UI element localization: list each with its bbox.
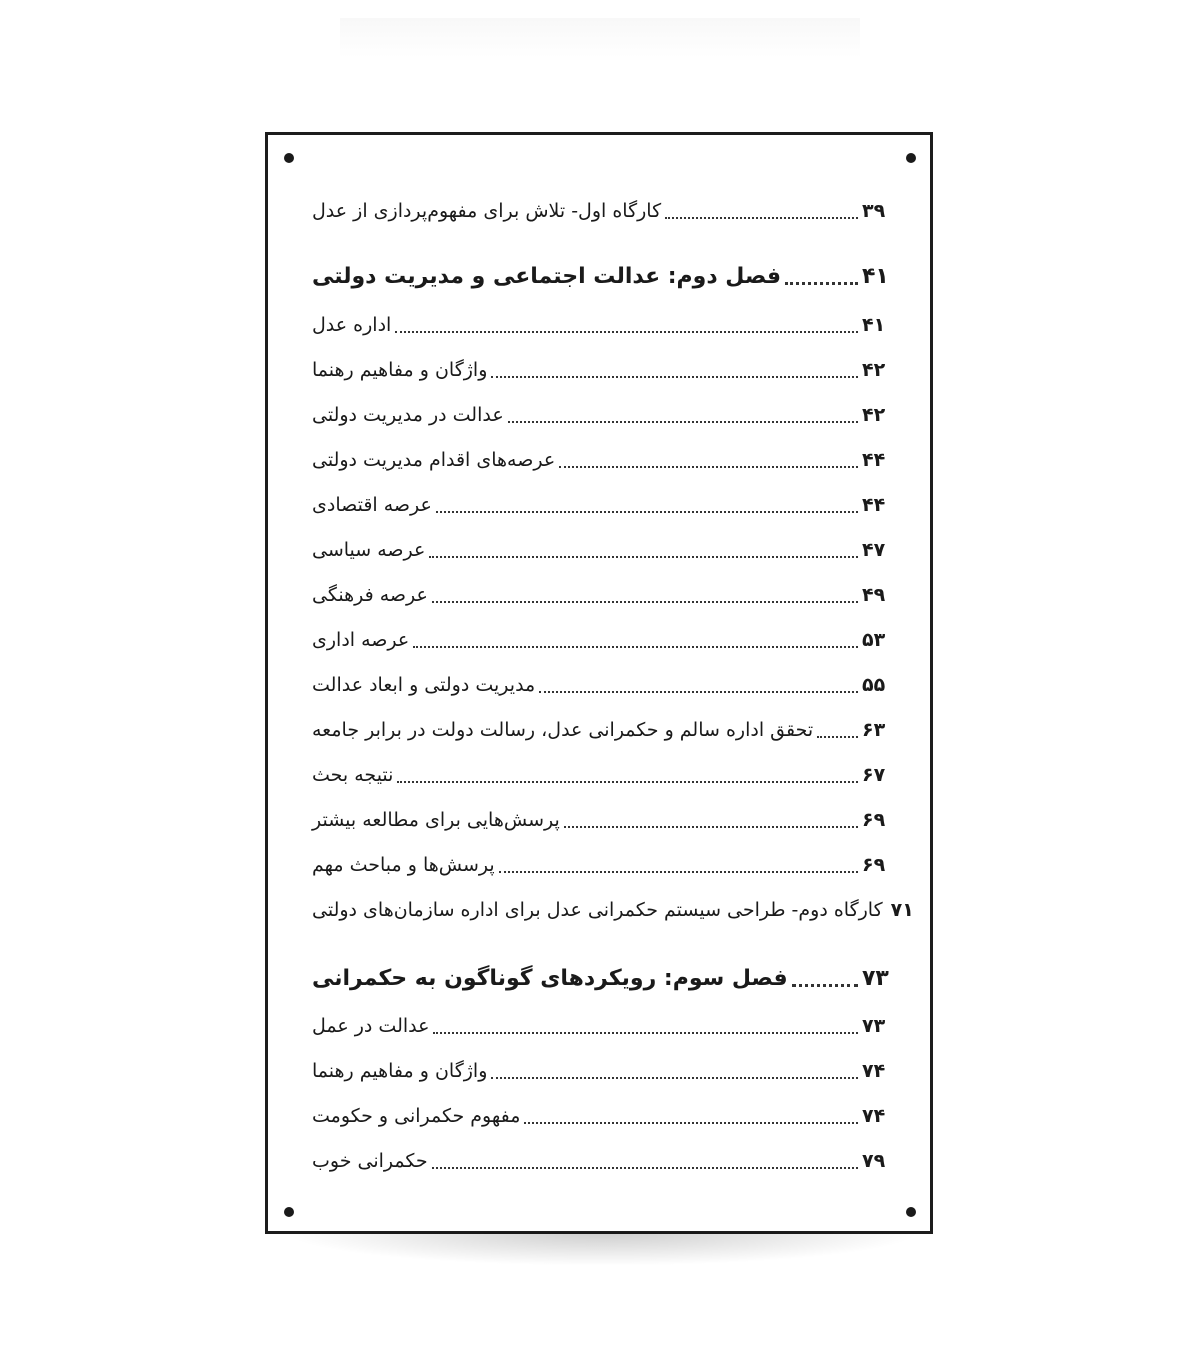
toc-entry bbox=[312, 667, 890, 703]
page-shadow bbox=[282, 1232, 922, 1266]
toc-entry bbox=[312, 193, 890, 229]
toc-entry-page: ۵۵ bbox=[862, 674, 886, 696]
toc-entry bbox=[312, 352, 890, 388]
toc-entry-page: ۶۹ bbox=[862, 809, 886, 831]
toc-entry-page: ۳۹ bbox=[862, 200, 886, 222]
toc-entry-page: ۷۴ bbox=[862, 1060, 886, 1082]
dot-leader bbox=[397, 780, 858, 783]
toc-entry-page: ۷۹ bbox=[862, 1150, 886, 1172]
toc-entry-page: ۴۲ bbox=[862, 404, 886, 426]
dot-leader bbox=[436, 510, 858, 513]
toc-chapter-page: ۴۱ bbox=[862, 264, 889, 289]
dot-leader bbox=[491, 1076, 858, 1079]
toc-entry-page: ۵۳ bbox=[862, 629, 886, 651]
toc-entry-title: اداره عدل bbox=[312, 314, 392, 336]
toc-entry-title: عدالت در مدیریت دولتی bbox=[312, 404, 504, 426]
toc-entry-title: پرسش‌هایی برای مطالعه بیشتر bbox=[312, 809, 560, 831]
toc-chapter-title: فصل سوم: رویکردهای گوناگون به حکمرانی bbox=[312, 966, 788, 991]
dot-leader bbox=[792, 983, 858, 987]
toc-entry-title: مفهوم حکمرانی و حکومت bbox=[312, 1105, 521, 1127]
toc-entry bbox=[312, 442, 890, 478]
toc-entry bbox=[312, 307, 890, 343]
toc-entry bbox=[312, 847, 890, 883]
toc-entry-page: ۷۱ bbox=[890, 899, 914, 921]
dot-leader bbox=[508, 420, 858, 423]
dot-leader bbox=[524, 1121, 858, 1124]
toc-entry bbox=[312, 1098, 890, 1134]
toc-page-frame bbox=[265, 132, 933, 1234]
dot-leader bbox=[559, 465, 858, 468]
toc-entry-title: عرصه اداری bbox=[312, 629, 410, 651]
toc-chapter-title: فصل دوم: عدالت اجتماعی و مدیریت دولتی bbox=[312, 264, 782, 289]
dot-leader bbox=[665, 216, 858, 219]
dot-leader bbox=[433, 1031, 858, 1034]
dot-leader bbox=[432, 600, 858, 603]
toc-entry-title: عدالت در عمل bbox=[312, 1015, 430, 1037]
toc-entry-title: واژگان و مفاهیم رهنما bbox=[312, 1060, 488, 1082]
dot-leader bbox=[499, 870, 858, 873]
dot-leader bbox=[395, 330, 858, 333]
toc-entry-title: کارگاه اول- تلاش برای مفهوم‌پردازی از عدل bbox=[312, 200, 662, 222]
toc-entry-page: ۶۳ bbox=[862, 719, 886, 741]
faded-header-strip bbox=[340, 18, 860, 58]
toc-entry-page: ۶۷ bbox=[862, 764, 886, 786]
toc-entry bbox=[312, 892, 914, 928]
toc-entry bbox=[312, 1053, 890, 1089]
toc-entry-page: ۴۷ bbox=[862, 539, 886, 561]
toc-entry bbox=[312, 1143, 890, 1179]
toc-entry-title: عرصه اقتصادی bbox=[312, 494, 432, 516]
toc-entry bbox=[312, 712, 890, 748]
dot-leader bbox=[564, 825, 858, 828]
toc-entry-page: ۶۹ bbox=[862, 854, 886, 876]
toc-entry-page: ۷۳ bbox=[862, 1015, 886, 1037]
toc-entry bbox=[312, 532, 890, 568]
dot-leader bbox=[539, 690, 858, 693]
toc-entry-page: ۴۴ bbox=[862, 494, 886, 516]
toc-entry-title: حکمرانی خوب bbox=[312, 1150, 428, 1172]
toc-entry bbox=[312, 397, 890, 433]
toc-entry-page: ۴۱ bbox=[862, 314, 886, 336]
dot-leader bbox=[432, 1166, 858, 1169]
toc-entry-title: کارگاه دوم- طراحی سیستم حکمرانی عدل برای اداره سازمان‌های دولتی bbox=[312, 899, 883, 921]
toc-entry bbox=[312, 577, 890, 613]
dot-leader bbox=[817, 735, 858, 738]
toc-chapter bbox=[312, 259, 890, 295]
toc-entry-page: ۷۴ bbox=[862, 1105, 886, 1127]
toc-entry-title: تحقق اداره سالم و حکمرانی عدل، رسالت دولت در برابر جامعه bbox=[312, 719, 814, 741]
toc-entry bbox=[312, 1008, 890, 1044]
toc-entry-title: عرصه فرهنگی bbox=[312, 584, 428, 606]
table-of-contents bbox=[268, 135, 930, 1231]
toc-entry-title: واژگان و مفاهیم رهنما bbox=[312, 359, 488, 381]
toc-entry-title: پرسش‌ها و مباحث مهم bbox=[312, 854, 495, 876]
dot-leader bbox=[785, 281, 858, 285]
toc-entry-page: ۴۲ bbox=[862, 359, 886, 381]
toc-entry-title: عرصه‌های اقدام مدیریت دولتی bbox=[312, 449, 556, 471]
toc-entry bbox=[312, 487, 890, 523]
dot-leader bbox=[413, 645, 858, 648]
toc-entry-title: مدیریت دولتی و ابعاد عدالت bbox=[312, 674, 536, 696]
toc-chapter bbox=[312, 961, 890, 997]
dot-leader bbox=[429, 555, 858, 558]
toc-entry-title: نتیجه بحث bbox=[312, 764, 394, 786]
dot-leader bbox=[491, 375, 858, 378]
toc-entry-page: ۴۹ bbox=[862, 584, 886, 606]
toc-entry bbox=[312, 802, 890, 838]
toc-entry bbox=[312, 757, 890, 793]
toc-entry-title: عرصه سیاسی bbox=[312, 539, 426, 561]
toc-chapter-page: ۷۳ bbox=[862, 966, 889, 991]
toc-entry-page: ۴۴ bbox=[862, 449, 886, 471]
toc-entry bbox=[312, 622, 890, 658]
